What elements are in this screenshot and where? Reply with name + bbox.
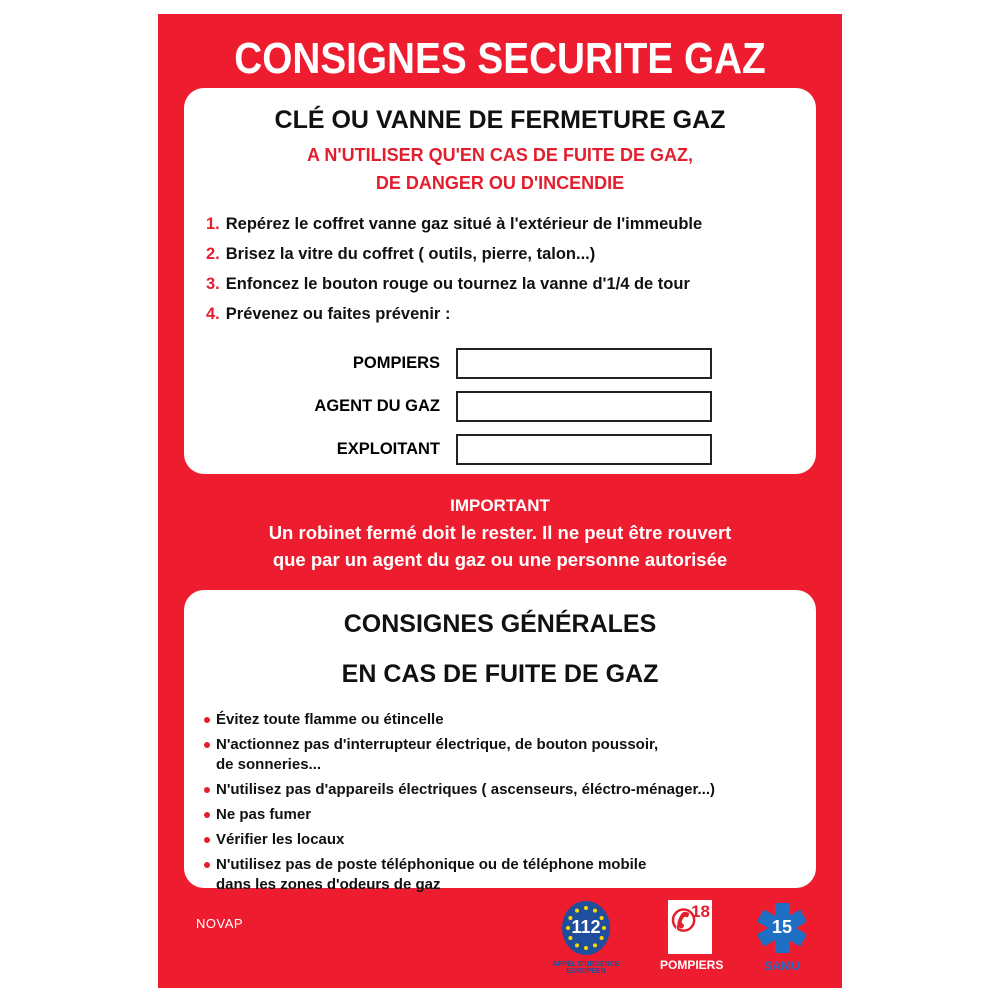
star-icon [584,946,588,950]
important-notice [158,492,842,573]
bullet-text: Évitez toute flamme ou étincelle [216,711,444,728]
shutoff-valve-panel [184,88,816,474]
bullet-text: de sonneries... [216,756,322,773]
samu-label: SAMU [764,959,800,973]
bullet-text: Ne pas fumer [216,806,312,823]
star-icon [584,906,588,910]
brand-logo: NOVAP [196,916,244,931]
important-line: Un robinet fermé doit le rester. Il ne peut être rouvert [268,522,732,543]
step-item [206,209,816,239]
warning-line: DE DANGER OU D'INCENDIE [375,173,625,193]
fire-number: 18 [691,902,710,921]
contact-field-box[interactable] [456,348,712,379]
step-text: Enfoncez le bouton rouge ou tournez la vanne d'1/4 de tour [225,275,690,293]
bullet-text: Vérifier les locaux [216,831,345,848]
star-icon [575,943,579,947]
contact-fields [254,342,712,471]
steps-list [206,209,816,329]
star-icon [593,909,597,913]
bullet-text: N'utilisez pas de poste téléphonique ou de téléphone mobile [216,856,647,873]
warning-line: A N'UTILISER QU'EN CAS DE FUITE DE GAZ, [307,145,693,165]
panel-heading: EN CAS DE FUITE DE GAZ [341,660,659,688]
step-text: Repérez le coffret vanne gaz situé à l'extérieur de l'immeuble [225,215,703,233]
step-number: 1. [206,215,220,233]
step-item [206,269,816,299]
fire-label: POMPIERS [660,958,724,972]
eu-label: EUROPÉEN [566,968,606,975]
bullet-item [204,830,816,850]
panel-heading: CLÉ OU VANNE DE FERMETURE GAZ [274,106,726,134]
panel-heading: CONSIGNES GÉNÉRALES [343,610,657,638]
bullet-text: dans les zones d'odeurs de gaz [216,876,441,893]
fire-brigade-icon [660,900,724,972]
step-item [206,239,816,269]
samu-icon [758,902,806,973]
step-text: Brisez la vitre du coffret ( outils, pierre, talon...) [225,245,596,263]
eu-emergency-icon [552,900,620,975]
eu-number: 112 [571,917,601,937]
bullet-text: N'actionnez pas d'interrupteur électrique, de bouton poussoir, [216,736,659,753]
contact-field-box[interactable] [456,391,712,422]
step-item [206,299,816,329]
field-label: AGENT DU GAZ [314,397,440,415]
samu-number: 15 [771,917,793,937]
step-text: Prévenez ou faites prévenir : [225,305,451,323]
contact-field-row [254,342,712,385]
star-icon [593,943,597,947]
bullet-item [204,735,816,775]
field-label: EXPLOITANT [336,440,440,458]
phone-icon: ✆ [671,905,697,938]
field-label: POMPIERS [352,354,440,372]
step-number: 3. [206,275,220,293]
important-line: que par un agent du gaz ou une personne autorisée [272,549,728,570]
step-number: 4. [206,305,220,323]
bullet-item [204,710,816,730]
eu-label: APPEL D'URGENCE [552,961,620,968]
sign-title: CONSIGNES SECURITE GAZ [234,34,766,83]
bullet-item [204,855,816,895]
contact-field-box[interactable] [456,434,712,465]
important-title: IMPORTANT [450,496,550,515]
bullet-list [204,710,816,895]
star-icon [575,909,579,913]
contact-field-row [254,428,712,471]
safety-sign [158,14,842,988]
bullet-item [204,805,816,825]
bullet-text: N'utilisez pas d'appareils électriques ( ascenseurs, éléctro-ménager...) [216,781,715,798]
general-instructions-panel [184,590,816,893]
contact-field-row [254,385,712,428]
bullet-item [204,780,816,800]
step-number: 2. [206,245,220,263]
